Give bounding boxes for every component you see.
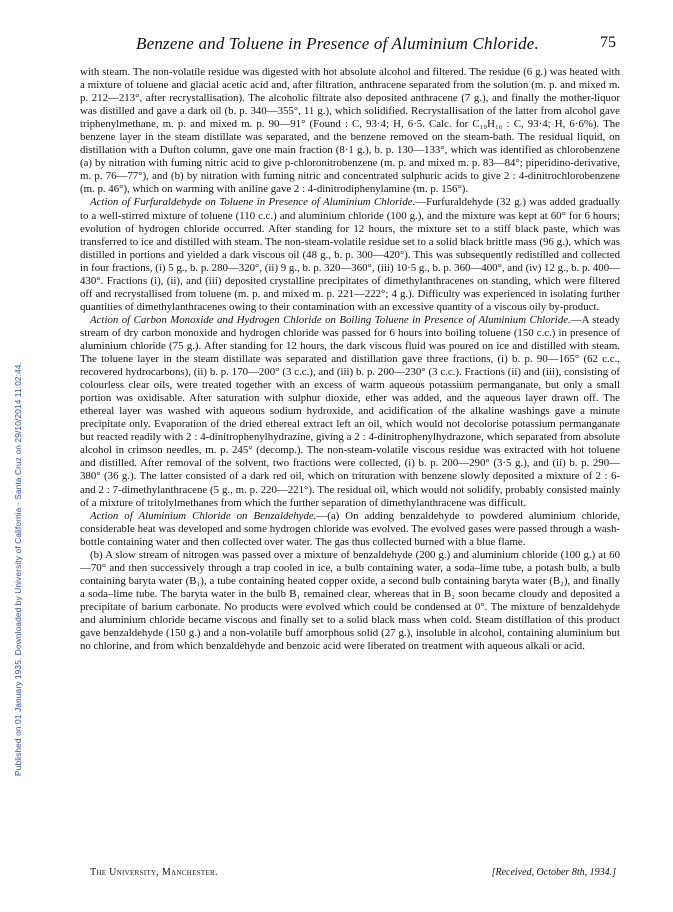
paragraph-benzaldehyde-b [80, 549, 620, 653]
running-title: Benzene and Toluene in Presence of Aluminium Chloride. [136, 34, 540, 53]
section-heading: Action of Carbon Monoxide and Hydrogen Chloride on Boiling Toluene in Presence of Aluminium Chloride. [90, 313, 571, 326]
received-date: [Received, October 8th, 1934.] [491, 867, 616, 878]
page-header [80, 34, 620, 56]
page-number: 75 [600, 34, 616, 51]
paragraph-text: —Furfuraldehyde (32 g.) was added gradually to a well-stirred mixture of toluene (110 c.c.) and aluminium chloride (100 g.), and the mixture was kept at 60° for 6 hours; evolution of hydrogen chloride occurred. After standing for 12 hours, the mixture set to a stiff black paste, which was transferred to ice and distilled with steam. The non-steam-volatile residue set to a solid black brittle mass (96 g.), which was distilled in portions and yielded a dark viscous oil (48 g., b. p. 300—420°). This was subsequently redistilled and collected in four fractions, (i) 5 g., b. p. 280—320°, (ii) 9 g., b. p. 320—360°, (iii) 10·5 g., b. p. 360—400°, and (iv) 12 g., b. p. 400—430°. Fractions (i), (ii), and (iii) deposited crystalline precipitates of dimethylanthracenes on standing, which were filtered off and recrystallised from toluene (m. p. and mixed m. p. 221—222°; 4 g.). Difficulty was experienced in isolating further quantities of dimethylanthracenes owing to their contamination with an excessive quantity of a viscous oily by-product. [80, 196, 620, 313]
paragraph-furfuraldehyde [80, 196, 620, 313]
paragraph-steam-residue [80, 66, 620, 196]
paragraph-text: (b) A slow stream of nitrogen was passed over a mixture of benzaldehyde (200 g.) and aluminium chloride (100 g.) at 60—70° and then successively through a trap cooled in ice, a bulb containing water, a soda–lime tube, a potash bulb, a bulb containing baryta water (B₁), a tube containing heated copper oxide, a second bulb containing baryta water (B₂), and finally a soda–lime tube. The baryta water in the bulb B₁ remained clear, whereas that in B₂ soon became cloudy and deposited a precipitate of barium carbonate. No products were evolved which could be condensed at 0°. The mixture of benzaldehyde and aluminium chloride became viscous and finally set to a solid black mass when cold. Steam distillation of this product gave benzaldehyde (150 g.) and a non-volatile buff amorphous solid (27 g.), insoluble in alcohol, containing aluminium but no chlorine, and from which benzaldehyde and benzoic acid were liberated on treatment with aqueous alkali or acid. [80, 548, 620, 653]
section-heading: Action of Furfuraldehyde on Toluene in Presence of Aluminium Chloride. [90, 196, 416, 209]
paragraph-text: —(a) On adding benzaldehyde to powdered aluminium chloride, considerable heat was developed and some hydrogen chloride was evolved. The evolved gases were passed through a wash-bottle containing water and then collected over water. The gas thus collected burned with a blue flame. [80, 509, 620, 548]
paragraph-carbon-monoxide [80, 314, 620, 510]
paragraph-text: with steam. The non-volatile residue was digested with hot absolute alcohol and filtered. The residue (6 g.) was heated with a mixture of toluene and glacial acetic acid and, after filtration, anthracene separated from the solution (m. p. and mixed m. p. 212—213°, after recrystallisation). The alcoholic filtrate also deposited anthracene (7 g.), and finally the mother-liquor was distilled and gave a dark oil (b. p. 340—355°, 11 g.), which solidified. Recrystallisation of the latter from alcohol gave triphenylmethane, m. p. and mixed m. p. 90—91° (Found : C, 93·4; H, 6·5. Calc. for C₁₉H₁₆ : C, 93·4; H, 6·6%). The benzene layer in the steam distillate was separated, and the benzene removed on the steam-bath. The residual liquid, on distillation with a Dufton column, gave one main fraction (8·1 g.), b. p. 130—133°, which was identified as chlorobenzene (a) by nitration with fuming nitric acid to give p-chloronitrobenzene (m. p. and mixed m. p. 83—84°; piperidino-derivative, m. p. 76—77°), and (b) by nitration with fuming nitric and concentrated sulphuric acids to give 2 : 4-dinitrochlorobenzene (m. p. 46°), which on warming with aniline gave 2 : 4-dinitrodiphenylamine (m. p. 156°). [80, 66, 620, 196]
paragraph-benzaldehyde-a [80, 510, 620, 549]
affiliation: The University, Manchester. [90, 867, 218, 878]
download-watermark [2, 60, 23, 780]
paragraph-text: —A steady stream of dry carbon monoxide and hydrogen chloride was passed for 6 hours into boiling toluene (150 c.c.) in presence of aluminium chloride (75 g.). After standing for 12 hours, the dark viscous fluid was poured on ice and distilled with steam. The toluene layer in the steam distillate was separated and distillation gave three fractions, (i) b. p. 90—165° (62 c.c., recovered hydrocarbons), (ii) b. p. 170—200° (3 c.c.), and (iii) b. p. 200—230° (3 c.c.). Fractions (ii) and (iii), consisting of colourless clear oils, were treated together with an excess of warm aqueous potassium permanganate, but only a small portion was oxidisable. After saturation with sulphur dioxide, ether was added, and the aqueous layer drawn off. The ethereal layer was washed with aqueous sodium hydroxide, and acidification of the alkaline washings gave a minute precipitate only. Evaporation of the dried ethereal extract left an oil, which would not decolorise potassium permanganate but reacted readily with 2 : 4-dinitrophenylhydrazine, giving a 2 : 4-dinitrophenylhydrazone, which separated from absolute alcohol in crimson needles, m. p. 245° (decomp.). The non-steam-volatile viscous residue was extracted with hot toluene and distilled. After removal of the solvent, two fractions were collected, (i) b. p. 200—290° (3·5 g.), and (ii) b. p. 290—380° (36 g.). The latter consisted of a dark red oil, which on trituration with benzene slowly deposited a mixture of 2 : 6- and 2 : 7-dimethylanthracene (5 g., m. p. 220—221°). The residual oil, which would not solidify, probably consisted mainly of a mixture of tritolylmethanes from which the further separation of dimethylanthracene was difficult. [80, 313, 620, 509]
download-watermark-text: Published on 01 January 1935. Downloaded by University of California - Santa Cruz on 29/10/2014 11:02:44. [13, 362, 23, 776]
section-heading: Action of Aluminium Chloride on Benzaldehyde. [90, 509, 317, 522]
article-body [80, 66, 620, 653]
